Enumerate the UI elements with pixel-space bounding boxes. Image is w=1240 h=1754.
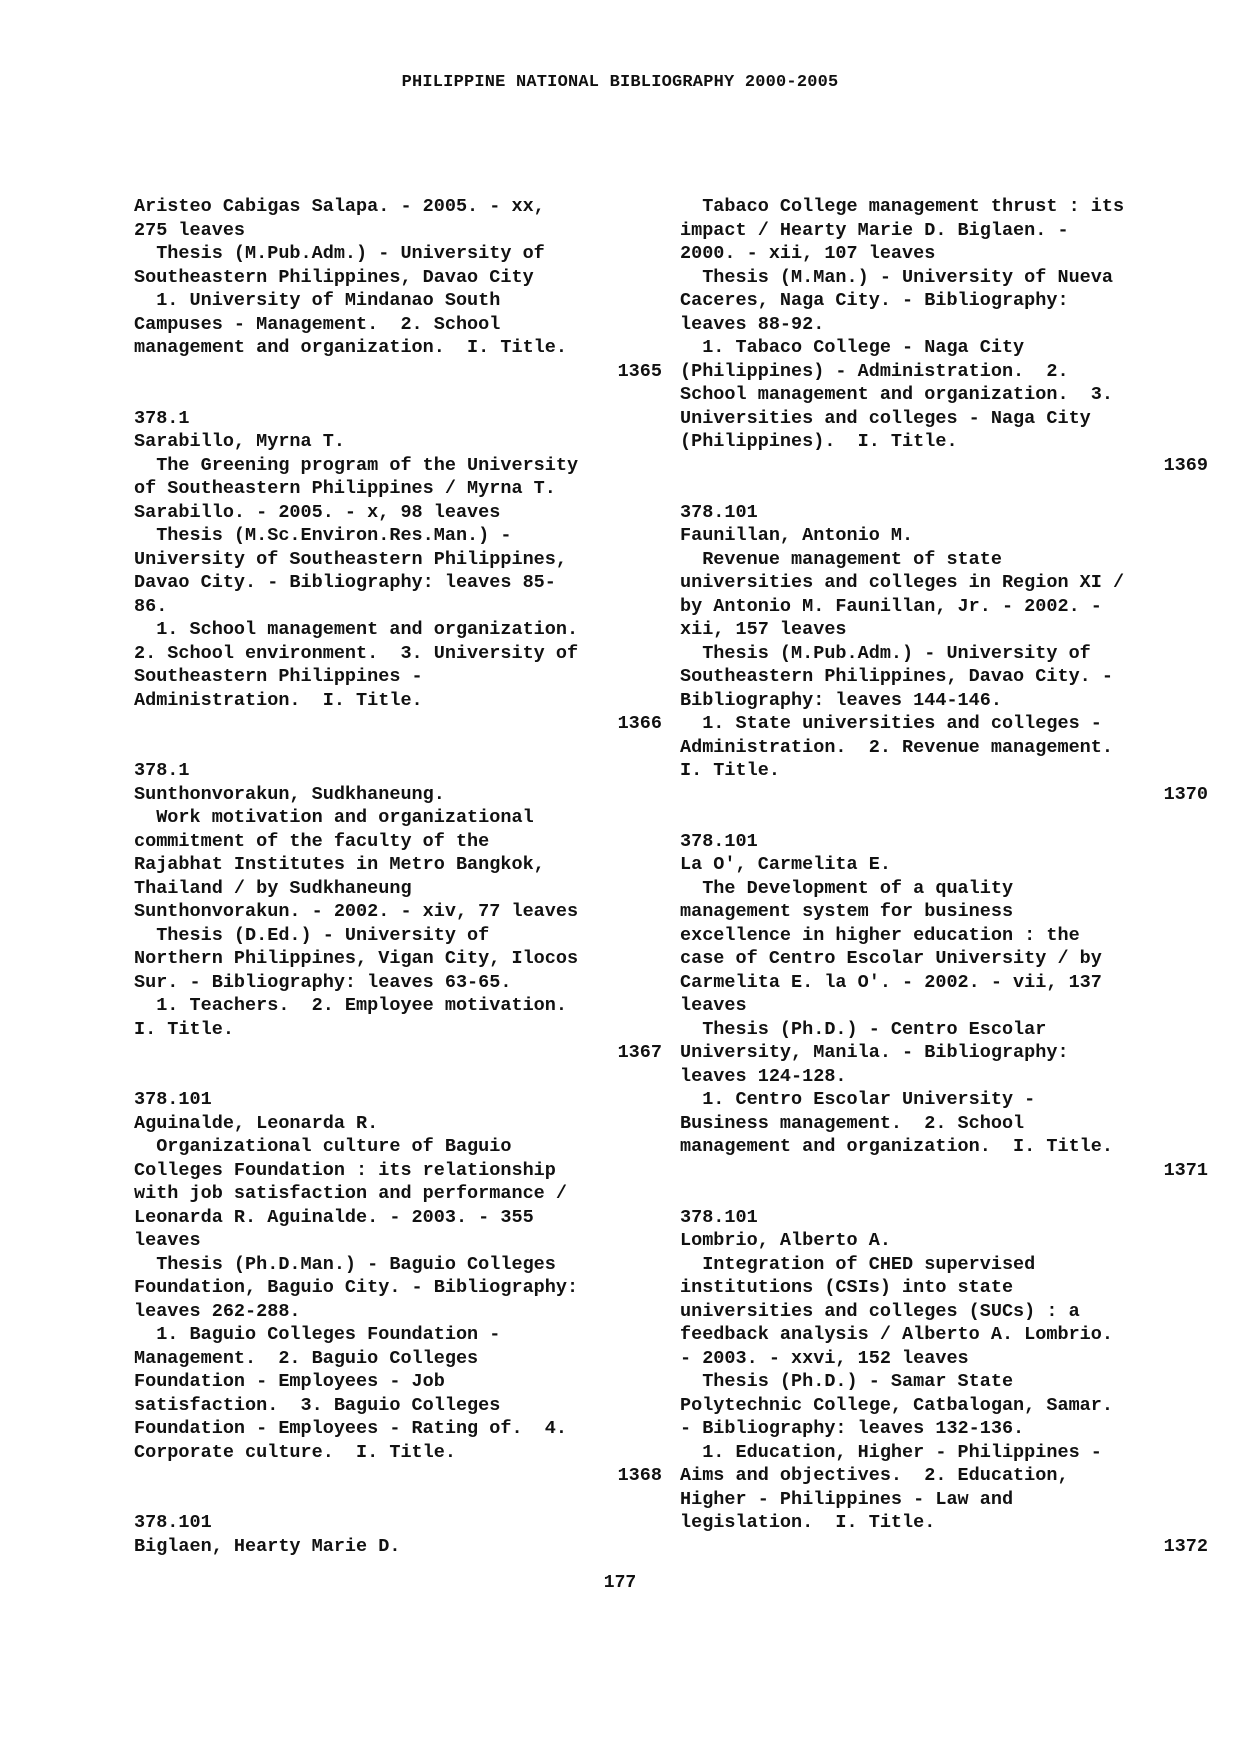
entry-line: Higher - Philippines - Law and	[680, 1488, 1014, 1510]
entry-line: Work motivation and organizational	[134, 807, 534, 828]
entry-line: Colleges Foundation : its relationship	[134, 1159, 556, 1181]
entry-line: leaves	[134, 1230, 201, 1251]
entry-line: management system for business	[680, 901, 1014, 922]
entry-line: I. Title.	[134, 1018, 234, 1040]
entry-line: excellence in higher education : the	[680, 924, 1080, 946]
entry-line: 378.101	[680, 1206, 758, 1228]
entry-line: leaves 124-128.	[680, 1065, 847, 1087]
entry-line: Campuses - Management. 2. School	[134, 313, 501, 335]
bibliography-entry	[134, 1088, 664, 1488]
left-column	[134, 195, 664, 1582]
entry-line: Thesis (Ph.D.Man.) - Baguio Colleges	[134, 1253, 556, 1275]
entry-line: Business management. 2. School	[680, 1112, 1025, 1134]
entry-line: Sunthonvorakun. - 2002. - xiv, 77 leaves	[134, 901, 579, 922]
entry-line: legislation. I. Title.	[680, 1512, 936, 1533]
entry-line: Thesis (M.Sc.Environ.Res.Man.) -	[134, 525, 512, 546]
right-column	[680, 195, 1210, 1582]
entry-line: Thesis (M.Pub.Adm.) - University of	[134, 243, 545, 264]
entry-line: Corporate culture. I. Title.	[134, 1441, 456, 1463]
bibliography-entry	[134, 407, 664, 736]
entry-line: 2. School environment. 3. University of	[134, 642, 579, 664]
entry-line: Sarabillo, Myrna T.	[134, 431, 345, 452]
entry-line: Biglaen, Hearty Marie D.	[134, 1535, 401, 1557]
entry-line: Aguinalde, Leonarda R.	[134, 1112, 379, 1134]
entry-line: Foundation, Baguio City. - Bibliography:	[134, 1277, 579, 1298]
entry-line: Administration. 2. Revenue management.	[680, 736, 1113, 758]
entry-line: 86.	[134, 595, 168, 617]
entry-number: 1365	[617, 360, 662, 382]
entry-line: Foundation - Employees - Rating of. 4.	[134, 1418, 567, 1439]
entry-line: Thesis (Ph.D.) - Samar State	[680, 1371, 1014, 1392]
entry-line: Universities and colleges - Naga City	[680, 407, 1091, 429]
bibliography-entry	[680, 195, 1210, 477]
entry-line: The Development of a quality	[680, 877, 1014, 899]
entry-line: 1. School management and organization.	[134, 619, 579, 640]
entry-line: Thesis (M.Man.) - University of Nueva	[680, 266, 1113, 288]
entry-number: 1369	[1163, 454, 1208, 476]
entry-line: Davao City. - Bibliography: leaves 85-	[134, 572, 556, 593]
entry-line: Thailand / by Sudkhaneung	[134, 877, 412, 899]
entry-line: (Philippines). I. Title.	[680, 431, 958, 452]
bibliography-entry	[134, 759, 664, 1065]
entry-line: leaves 262-288.	[134, 1300, 301, 1322]
entry-line: Aims and objectives. 2. Education,	[680, 1465, 1069, 1486]
entry-line: La O', Carmelita E.	[680, 854, 891, 875]
entry-line: School management and organization. 3.	[680, 384, 1113, 405]
entry-line: 378.1	[134, 760, 190, 781]
entry-line: Integration of CHED supervised	[680, 1253, 1036, 1275]
entry-line: institutions (CSIs) into state	[680, 1277, 1014, 1298]
entry-number: 1371	[1163, 1159, 1208, 1181]
entry-line: 1. Centro Escolar University -	[680, 1089, 1036, 1110]
entry-line: management and organization. I. Title.	[134, 337, 567, 358]
entry-line: 1. Teachers. 2. Employee motivation.	[134, 995, 567, 1016]
entry-number: 1370	[1163, 783, 1208, 805]
entry-line: - 2003. - xxvi, 152 leaves	[680, 1347, 969, 1369]
entry-line: management and organization. I. Title.	[680, 1136, 1113, 1157]
entry-line: Rajabhat Institutes in Metro Bangkok,	[134, 854, 545, 875]
entry-line: 1. Education, Higher - Philippines -	[680, 1441, 1102, 1463]
entry-line: 2000. - xii, 107 leaves	[680, 243, 936, 264]
entry-number: 1366	[617, 713, 662, 734]
entry-line: Aristeo Cabigas Salapa. - 2005. - xx,	[134, 196, 545, 217]
bibliography-entry	[134, 1511, 664, 1558]
entry-line: Sur. - Bibliography: leaves 63-65.	[134, 971, 512, 993]
entry-line: Sarabillo. - 2005. - x, 98 leaves	[134, 501, 501, 523]
entry-line: 1. Tabaco College - Naga City	[680, 337, 1025, 358]
page-header-title: PHILIPPINE NATIONAL BIBLIOGRAPHY 2000-2005	[401, 73, 839, 92]
entry-line: The Greening program of the University	[134, 454, 579, 476]
entry-line: Bibliography: leaves 144-146.	[680, 689, 1002, 711]
entry-line: 1. State universities and colleges -	[680, 713, 1102, 734]
entry-number: 1367	[617, 1042, 662, 1063]
entry-line: Southeastern Philippines, Davao City. -	[680, 666, 1113, 687]
entry-line: University of Southeastern Philippines,	[134, 548, 567, 570]
entry-line: Revenue management of state	[680, 548, 1002, 570]
entry-line: universities and colleges in Region XI /	[680, 572, 1125, 593]
entry-line: Organizational culture of Baguio	[134, 1136, 512, 1157]
entry-line: 1. University of Mindanao South	[134, 290, 501, 311]
entry-line: 1. Baguio Colleges Foundation -	[134, 1324, 501, 1345]
entry-line: Faunillan, Antonio M.	[680, 525, 914, 546]
entry-line: Southeastern Philippines -	[134, 666, 423, 687]
entry-line: by Antonio M. Faunillan, Jr. - 2002. -	[680, 595, 1102, 617]
bibliography-entry	[680, 830, 1210, 1183]
page-number: 177	[603, 1573, 637, 1593]
entry-line: leaves	[680, 995, 747, 1016]
entry-line: 378.101	[134, 1089, 212, 1110]
entry-line: Foundation - Employees - Job	[134, 1371, 445, 1392]
entry-line: case of Centro Escolar University / by	[680, 948, 1102, 969]
entry-line: universities and colleges (SUCs) : a	[680, 1300, 1080, 1322]
entry-line: of Southeastern Philippines / Myrna T.	[134, 478, 556, 499]
entry-line: Thesis (Ph.D.) - Centro Escolar	[680, 1018, 1047, 1040]
bibliography-entry	[680, 501, 1210, 807]
entry-line: (Philippines) - Administration. 2.	[680, 360, 1069, 382]
entry-line: Thesis (D.Ed.) - University of	[134, 924, 490, 946]
entry-line: Thesis (M.Pub.Adm.) - University of	[680, 642, 1091, 664]
entry-line: Administration. I. Title.	[134, 689, 423, 711]
entry-line: 378.101	[680, 501, 758, 523]
entry-line: commitment of the faculty of the	[134, 830, 490, 852]
entry-line: Leonarda R. Aguinalde. - 2003. - 355	[134, 1206, 534, 1228]
entry-line: University, Manila. - Bibliography:	[680, 1042, 1069, 1063]
entry-line: 378.101	[134, 1512, 212, 1533]
entry-line: I. Title.	[680, 760, 780, 781]
entry-line: Caceres, Naga City. - Bibliography:	[680, 290, 1069, 311]
entry-line: leaves 88-92.	[680, 313, 825, 335]
entry-line: Tabaco College management thrust : its	[680, 196, 1125, 217]
entry-line: Lombrio, Alberto A.	[680, 1230, 891, 1251]
entry-line: satisfaction. 3. Baguio Colleges	[134, 1394, 501, 1416]
entry-line: impact / Hearty Marie D. Biglaen. -	[680, 219, 1069, 241]
entry-line: - Bibliography: leaves 132-136.	[680, 1418, 1025, 1439]
entry-line: Polytechnic College, Catbalogan, Samar.	[680, 1394, 1113, 1416]
entry-line: 275 leaves	[134, 219, 246, 241]
entry-line: Management. 2. Baguio Colleges	[134, 1347, 479, 1369]
entry-number: 1368	[617, 1465, 662, 1486]
entry-line: Carmelita E. la O'. - 2002. - vii, 137	[680, 971, 1102, 993]
entry-line: with job satisfaction and performance /	[134, 1183, 567, 1204]
entry-line: 378.1	[134, 407, 190, 429]
entry-line: Sunthonvorakun, Sudkhaneung.	[134, 783, 445, 805]
entry-line: feedback analysis / Alberto A. Lombrio.	[680, 1324, 1113, 1345]
bibliography-entry	[680, 1206, 1210, 1559]
entry-line: 378.101	[680, 830, 758, 852]
entry-line: xii, 157 leaves	[680, 619, 847, 640]
bibliography-entry	[134, 195, 664, 383]
entry-line: Southeastern Philippines, Davao City	[134, 266, 534, 288]
entry-line: Northern Philippines, Vigan City, Ilocos	[134, 948, 579, 969]
entry-number: 1372	[1163, 1535, 1208, 1557]
